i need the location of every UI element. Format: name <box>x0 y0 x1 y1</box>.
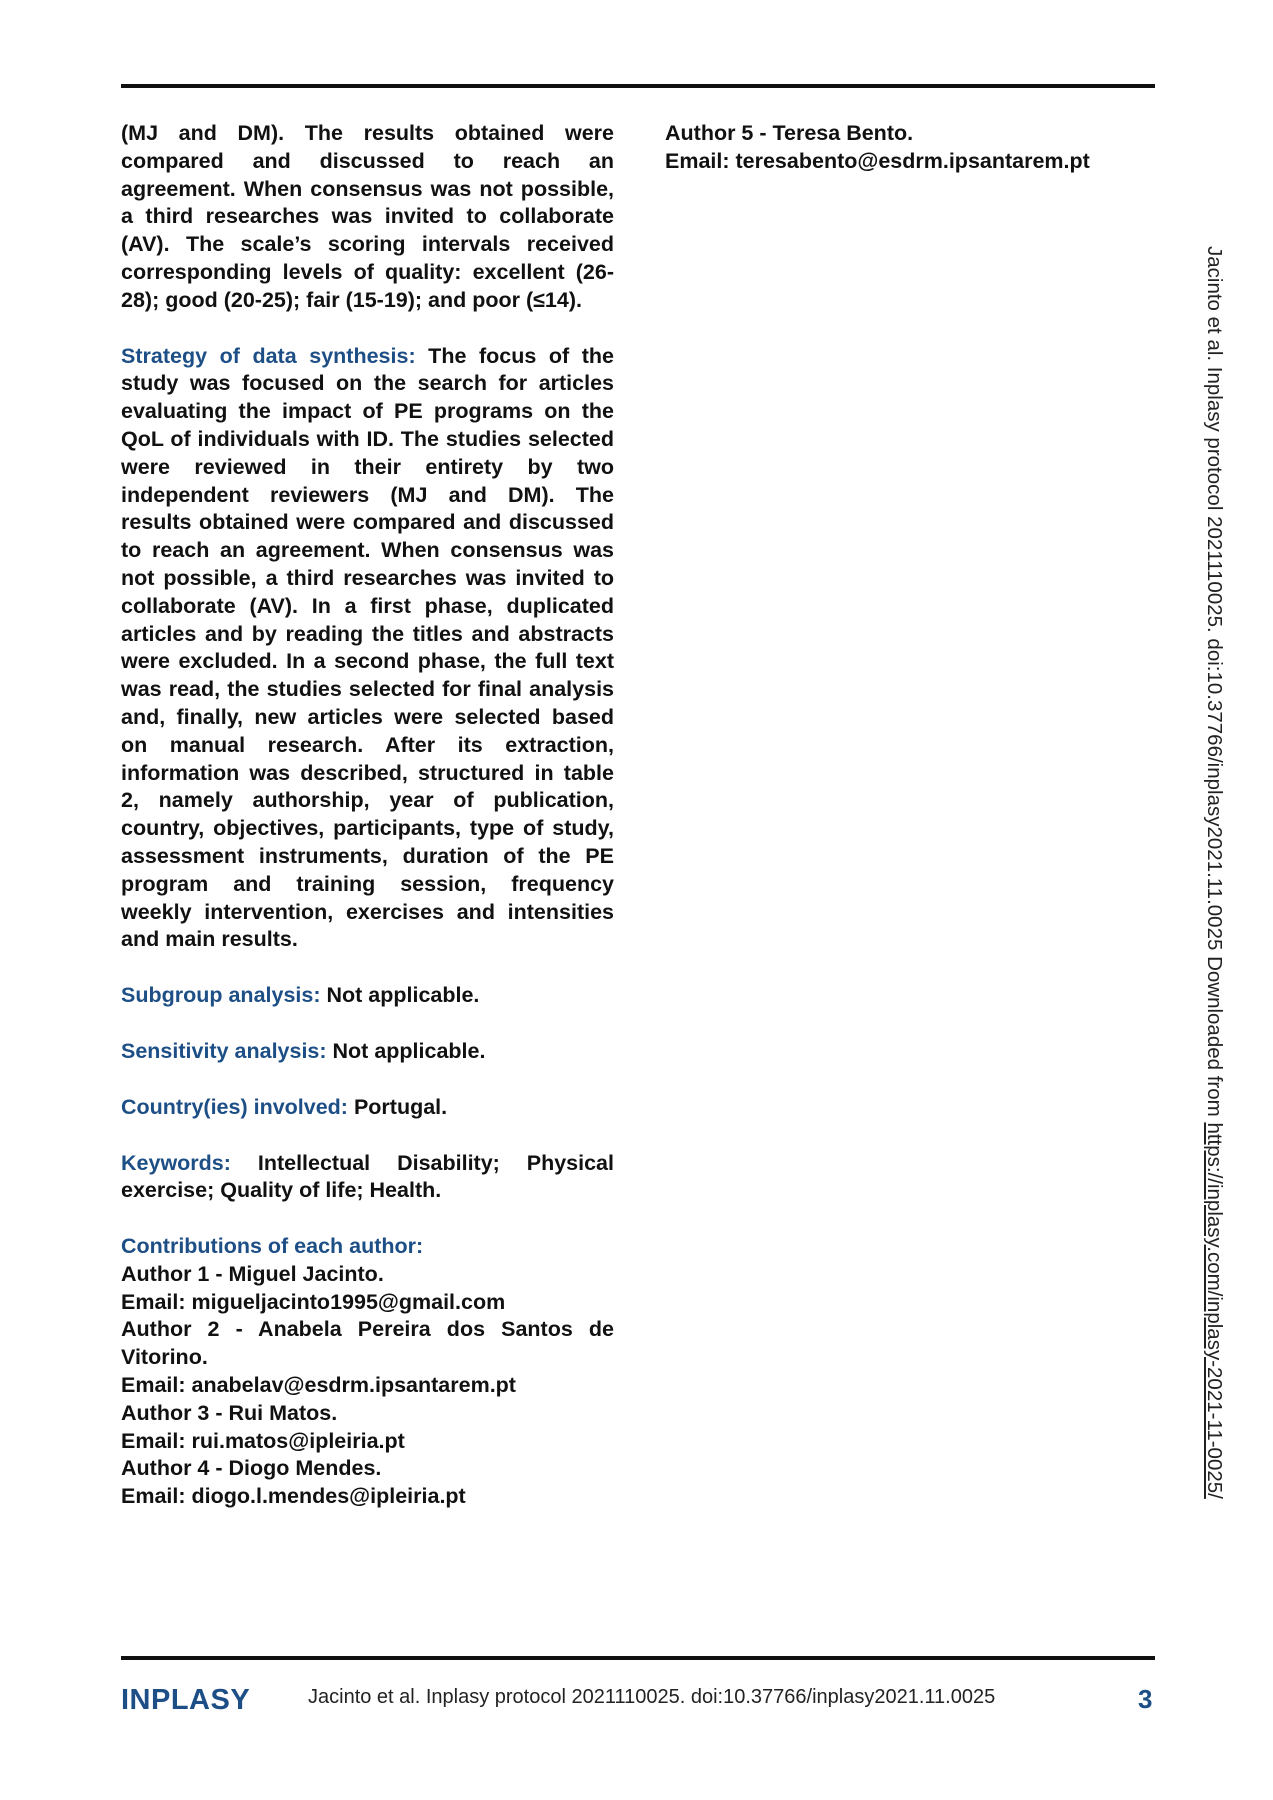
author-4-name: Author 4 - Diogo Mendes. <box>121 1456 382 1481</box>
author-2-email: Email: anabelav@esdrm.ipsantarem.pt <box>121 1373 516 1398</box>
author-5-email: Email: teresabento@esdrm.ipsantarem.pt <box>665 148 1090 173</box>
contributions-label: Contributions of each author: <box>121 1234 424 1259</box>
author-1-name: Author 1 - Miguel Jacinto. <box>121 1261 384 1286</box>
left-column <box>121 120 614 1539</box>
keywords-text: Intellectual Disability; Physical exercise; Quality of life; Health. <box>121 1150 614 1203</box>
keywords-paragraph <box>121 1150 614 1206</box>
side-download-link[interactable]: https://inplasy.com/inplasy-2021-11-0025/ <box>1203 1122 1226 1499</box>
right-column <box>665 120 1145 176</box>
side-download-note <box>1202 246 1226 1499</box>
subgroup-analysis-text: Not applicable. <box>320 983 480 1008</box>
subgroup-analysis-label: Subgroup analysis: <box>121 983 321 1008</box>
author-3-name: Author 3 - Rui Matos. <box>121 1400 338 1425</box>
country-paragraph <box>121 1094 614 1122</box>
subgroup-analysis-paragraph <box>121 982 614 1010</box>
author-5-name: Author 5 - Teresa Bento. <box>665 121 914 145</box>
author-4-email: Email: diogo.l.mendes@ipleiria.pt <box>121 1484 466 1509</box>
quality-assessment-paragraph: (MJ and DM). The results obtained were compared and discussed to reach an agreement. When consensus was not possible, a third researches was invited to collaborate (AV). The scale’s scoring intervals received corresponding levels of quality: excellent (26-28); good (20-25); fair (15-19); and poor (≤14). <box>121 121 614 312</box>
footer-citation: Jacinto et al. Inplasy protocol 2021110025. doi:10.37766/inplasy2021.11.0025 <box>308 1686 996 1708</box>
data-synthesis-text: The focus of the study was focused on the search for articles evaluating the impact of PE programs on the QoL of individuals with ID. The studies selected were reviewed in their entirety by two independent reviewers (MJ and DM). The results obtained were compared and discussed to reach an agreement. When consensus was not possible, a third researches was invited to collaborate (AV). In a first phase, duplicated articles and by reading the titles and abstracts were excluded. In a second phase, the full text was read, the studies selected for final analysis and, finally, new articles were selected based on manual research. After its extraction, information was described, structured in table 2, namely authorship, year of publication, country, objectives, participants, type of study, assessment instruments, duration of the PE program and training session, frequency weekly intervention, exercises and intensities and main results. <box>121 343 615 952</box>
author-2-name-cont: Vitorino. <box>121 1345 208 1370</box>
sensitivity-analysis-paragraph <box>121 1038 614 1066</box>
data-synthesis-label: Strategy of data synthesis: <box>121 343 416 368</box>
footer-rule <box>121 1656 1155 1660</box>
side-citation-text: Jacinto et al. Inplasy protocol 2021110025. doi:10.37766/inplasy2021.11.0025 Downloaded from <box>1203 246 1226 1123</box>
author-3-email: Email: rui.matos@ipleiria.pt <box>121 1428 405 1453</box>
contributions-section <box>121 1233 614 1511</box>
sensitivity-analysis-text: Not applicable. <box>326 1038 486 1063</box>
page-number: 3 <box>1138 1684 1153 1714</box>
author-1-email: Email: migueljacinto1995@gmail.com <box>121 1289 506 1314</box>
data-synthesis-paragraph <box>121 343 614 955</box>
author-2-name: Author 2 - Anabela Pereira dos Santos de <box>121 1317 614 1342</box>
keywords-label: Keywords: <box>121 1150 231 1175</box>
sensitivity-analysis-label: Sensitivity analysis: <box>121 1038 327 1063</box>
footer-brand-logo: INPLASY <box>121 1684 251 1716</box>
header-rule <box>121 84 1155 88</box>
country-label: Country(ies) involved: <box>121 1094 348 1119</box>
country-text: Portugal. <box>347 1094 448 1119</box>
